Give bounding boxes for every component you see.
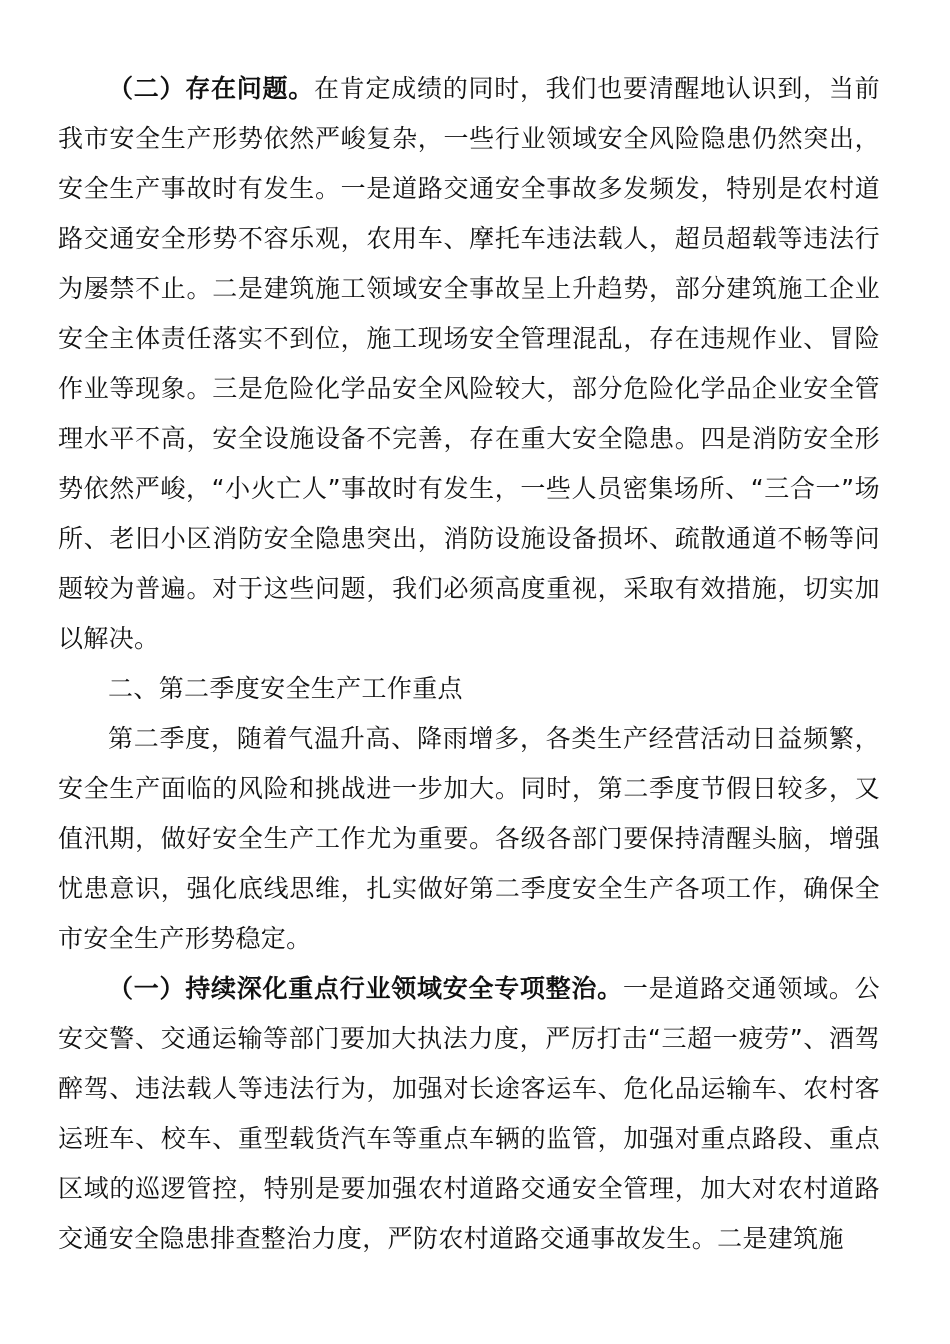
paragraph-lead-heading: （二）存在问题。 bbox=[108, 74, 314, 103]
paragraph-q2-overview bbox=[58, 714, 880, 964]
section-heading-q2-focus: 二、第二季度安全生产工作重点 bbox=[108, 674, 463, 703]
document-body bbox=[58, 64, 880, 1264]
paragraph-lead-heading: （一）持续深化重点行业领域安全专项整治。 bbox=[108, 974, 623, 1003]
paragraph-special-rectification bbox=[58, 964, 880, 1264]
paragraph-existing-problems bbox=[58, 64, 880, 664]
paragraph-text: 一是道路交通领域。公安交警、交通运输等部门要加大执法力度，严厉打击“三超一疲劳”、酒驾醉驾、违法载人等违法行为，加强对长途客运车、危化品运输车、农村客运班车、校车、重型载货汽车等重点车辆的监管，加强对重点路段、重点区域的巡逻管控，特别是要加强农村道路交通安全管理，加大对农村道路交通安全隐患排查整治力度，严防农村道路交通事故发生。二是建筑施 bbox=[58, 974, 880, 1253]
paragraph-text: 在肯定成绩的同时，我们也要清醒地认识到，当前我市安全生产形势依然严峻复杂，一些行业领域安全风险隐患仍然突出，安全生产事故时有发生。一是道路交通安全事故多发频发，特别是农村道路交通安全形势不容乐观，农用车、摩托车违法载人，超员超载等违法行为屡禁不止。二是建筑施工领域安全事故呈上升趋势，部分建筑施工企业安全主体责任落实不到位，施工现场安全管理混乱，存在违规作业、冒险作业等现象。三是危险化学品安全风险较大，部分危险化学品企业安全管理水平不高，安全设施设备不完善，存在重大安全隐患。四是消防安全形势依然严峻，“小火亡人”事故时有发生，一些人员密集场所、“三合一”场所、老旧小区消防安全隐患突出，消防设施设备损坏、疏散通道不畅等问题较为普遍。对于这些问题，我们必须高度重视，采取有效措施，切实加以解决。 bbox=[58, 74, 880, 653]
paragraph-text: 第二季度，随着气温升高、降雨增多，各类生产经营活动日益频繁，安全生产面临的风险和挑战进一步加大。同时，第二季度节假日较多，又值汛期，做好安全生产工作尤为重要。各级各部门要保持清醒头脑，增强忧患意识，强化底线思维，扎实做好第二季度安全生产各项工作，确保全市安全生产形势稳定。 bbox=[58, 724, 880, 953]
